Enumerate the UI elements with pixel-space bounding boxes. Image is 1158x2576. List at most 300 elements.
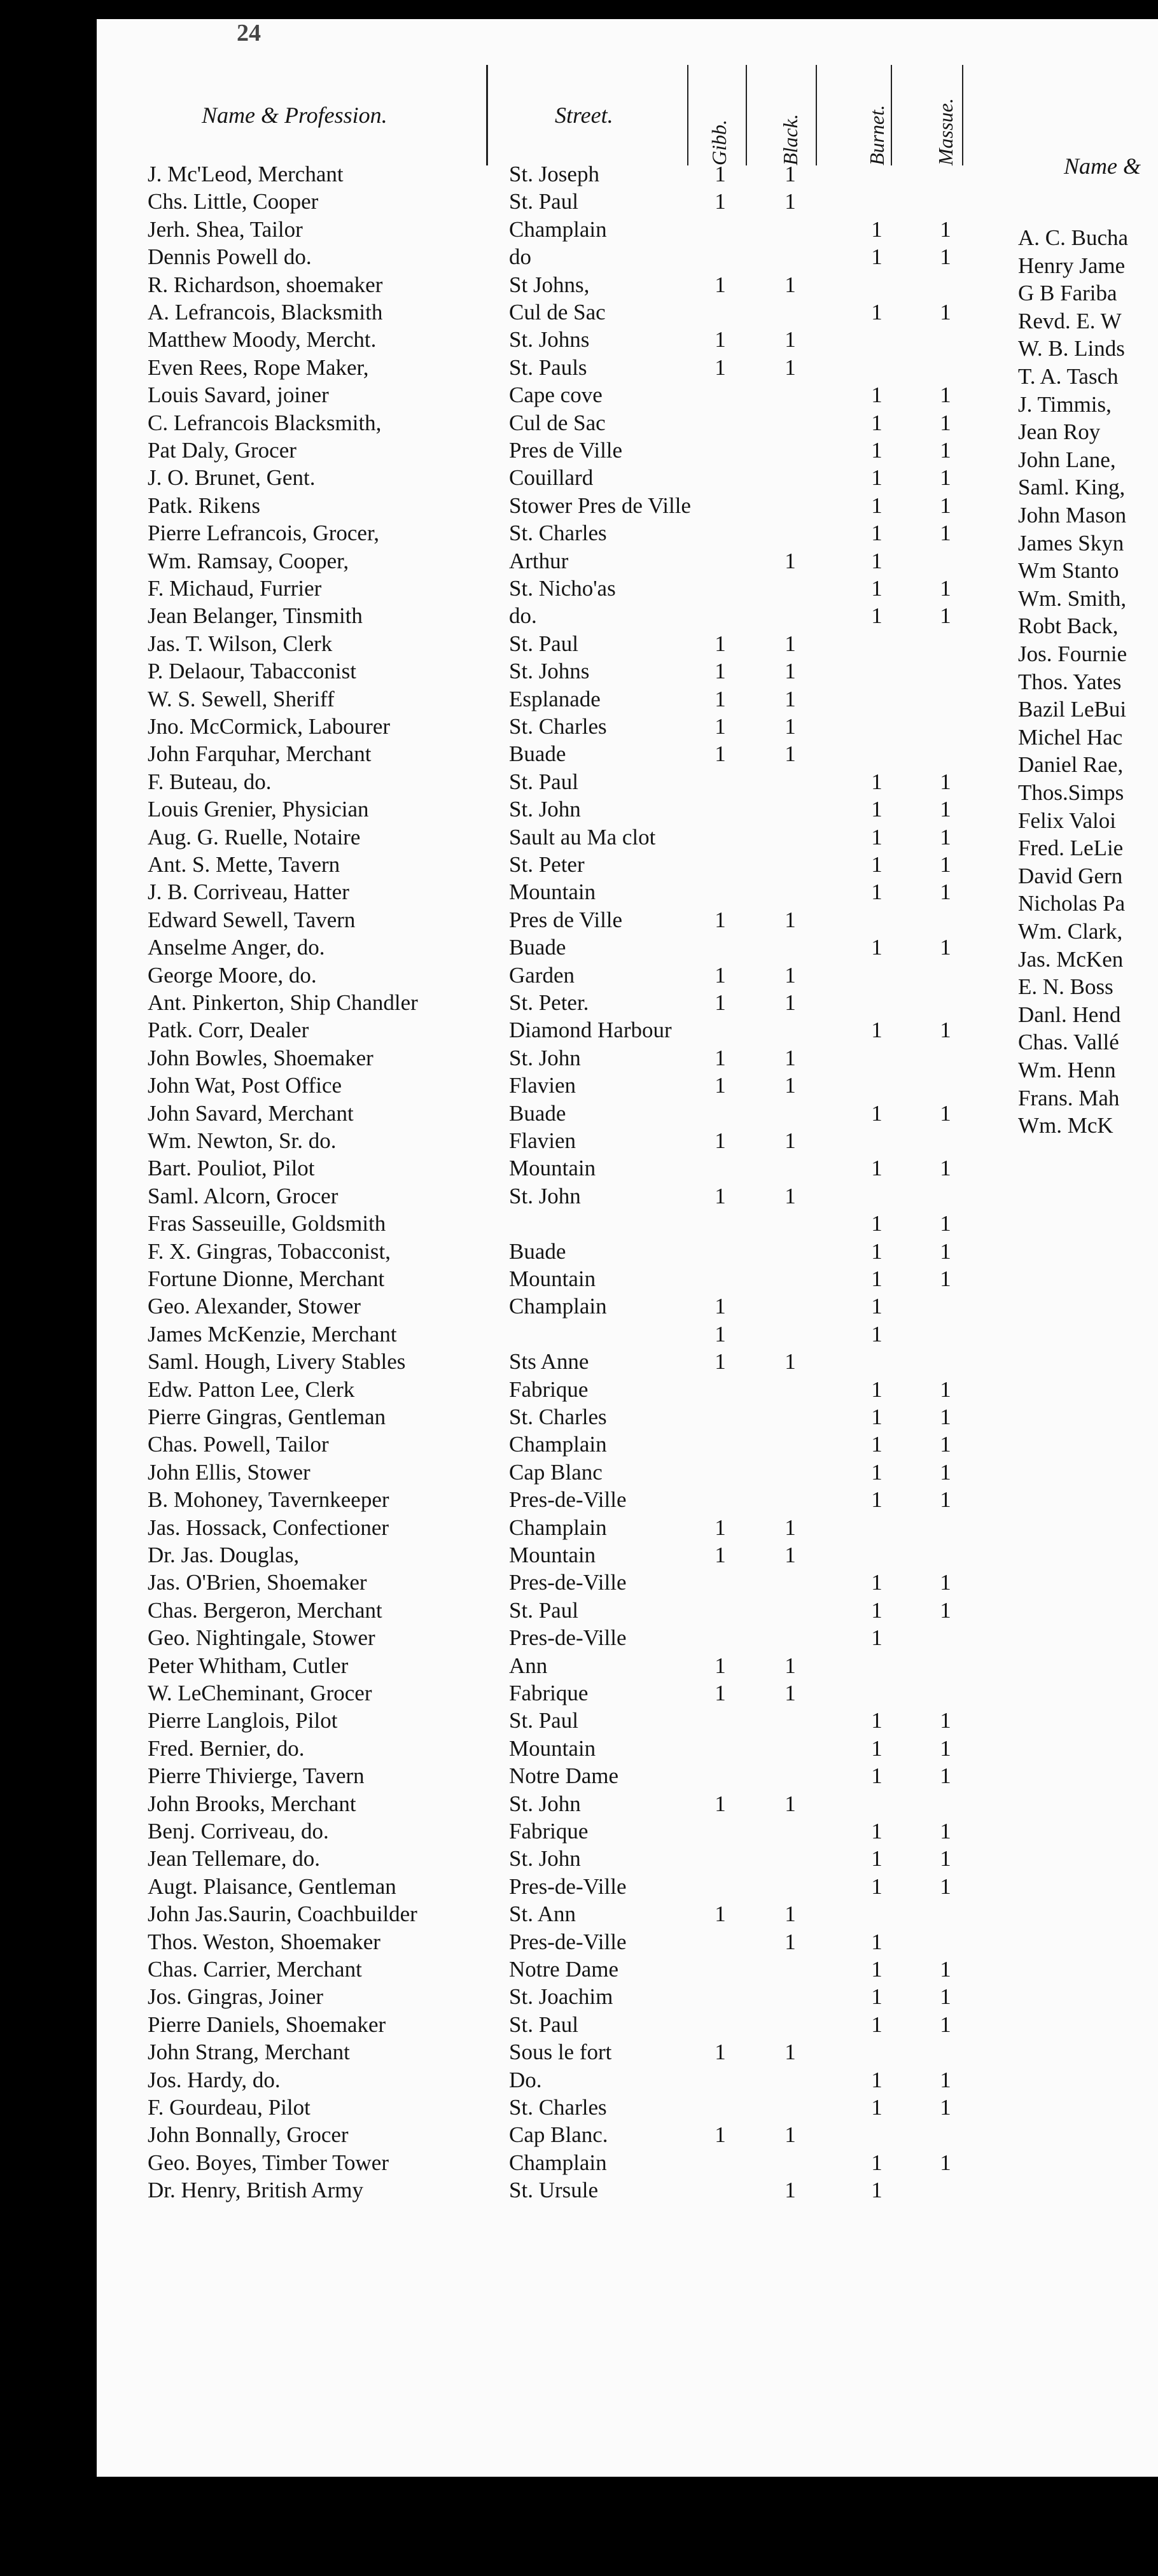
table-row [97,1044,1089,1072]
header-gibb: Gibb. [708,120,730,165]
masse-mark: 1 [940,1984,951,2010]
entry-name: Pierre Gingras, Gentleman [148,1404,386,1429]
entry-street: Cul de Sac [509,300,606,325]
gibb-mark: 1 [715,1791,726,1816]
table-row [97,1956,1089,1984]
black-mark: 1 [785,327,796,353]
entry-street: Pres de Ville [509,907,623,932]
black-mark: 1 [785,189,796,214]
right-column-entry: Thos.Simps [1018,780,1124,805]
column-divider [746,65,747,165]
entry-name: John Jas.Saurin, Coachbuilder [148,1901,417,1927]
burnet-mark: 1 [871,410,882,435]
gibb-mark: 1 [715,1543,726,1567]
entry-name: Anselme Anger, do. [148,935,325,960]
gibb-mark: 1 [715,907,726,932]
table-row [97,1127,1089,1155]
entry-name: Pierre Thivierge, Tavern [148,1763,365,1789]
right-column-entry: David Gern [1018,863,1123,888]
table-row [97,1265,1089,1293]
burnet-mark: 1 [871,1321,882,1347]
table-row [97,188,1089,216]
table-row [97,1873,1089,1901]
entry-name: Jean Tellemare, do. [148,1846,320,1872]
masse-mark: 1 [940,797,951,822]
entry-street: Sous le fort [509,2040,612,2065]
entry-name: F. Buteau, do. [148,769,272,794]
masse-mark: 1 [940,769,951,794]
table-row [97,1541,1089,1569]
right-column-entry: Felix Valoi [1018,808,1116,833]
entry-street: St. Pauls [509,354,587,380]
entry-name: Pat Daly, Grocer [148,438,296,463]
table-row [97,740,1089,768]
black-mark: 1 [785,2040,796,2065]
masse-mark: 1 [940,1819,951,1844]
entry-street: St. Joachim [509,1984,613,2010]
gibb-mark: 1 [715,1681,726,1705]
entry-name: F. Michaud, Furrier [148,576,322,601]
table-row [97,1845,1089,1873]
burnet-mark: 1 [871,244,882,270]
entry-name: Jos. Hardy, do. [148,2067,281,2092]
masse-mark: 1 [940,1266,951,1291]
black-mark: 1 [785,1653,796,1678]
burnet-mark: 1 [871,1929,882,1954]
table-row [97,1486,1089,1514]
entry-street: St Johns, [509,272,590,297]
table-row [97,519,1089,547]
masse-mark: 1 [940,465,951,491]
table-row [97,547,1089,575]
masse-mark: 1 [940,1459,951,1485]
entry-street: St. Johns [509,659,590,684]
masse-mark: 1 [940,493,951,518]
entry-street: Notre Dame [509,1957,619,1982]
table-row [97,492,1089,520]
table-row [97,2011,1089,2039]
entry-street: St. Ann [509,1901,576,1927]
table-row [97,298,1089,326]
black-mark: 1 [785,1073,796,1098]
masse-mark: 1 [940,852,951,877]
masse-mark: 1 [940,1487,951,1513]
entry-street: Diamond Harbour [509,1018,672,1043]
table-row [97,2121,1089,2149]
right-column-entry: Frans. Mah [1018,1085,1120,1110]
entry-street: do [509,244,531,270]
burnet-mark: 1 [871,1211,882,1236]
right-column-entry: A. C. Bucha [1018,225,1129,250]
right-column-entry: Saml. King, [1018,475,1126,500]
right-column-entry: Danl. Hend [1018,1002,1121,1027]
masse-mark: 1 [940,1211,951,1236]
table-row [97,271,1089,299]
entry-name: Dr. Henry, British Army [148,2178,363,2203]
masse-mark: 1 [940,300,951,325]
column-divider [687,65,688,165]
right-column-entry: Revd. E. W [1018,308,1122,333]
table-row [97,713,1089,741]
black-mark: 1 [785,1929,796,1954]
gibb-mark: 1 [715,990,726,1015]
header-street: Street. [555,102,613,128]
right-column-entry: T. A. Tasch [1018,364,1119,389]
black-mark: 1 [785,1543,796,1567]
right-column-entry: Nicholas Pa [1018,891,1126,916]
entry-street: Buade [509,1238,566,1264]
burnet-mark: 1 [871,493,882,518]
table-row [97,768,1089,796]
masse-mark: 1 [940,438,951,463]
table-row [97,1100,1089,1128]
entry-street: Mountain [509,1156,596,1181]
table-row [97,243,1089,271]
entry-street: Sts Anne [509,1349,589,1375]
entry-name: Chas. Carrier, Merchant [148,1957,362,1982]
table-row [97,878,1089,906]
burnet-mark: 1 [871,1238,882,1264]
table-row [97,354,1089,382]
burnet-mark: 1 [871,216,882,242]
entry-name: Chas. Bergeron, Merchant [148,1597,382,1623]
table-row [97,1597,1089,1625]
entry-name: W. S. Sewell, Sheriff [148,686,335,711]
entry-street: St. John [509,797,581,822]
header-masse: Massue. [934,98,957,165]
burnet-mark: 1 [871,438,882,463]
entry-street: St. Charles [509,521,607,546]
black-mark: 1 [785,907,796,932]
burnet-mark: 1 [871,824,882,850]
masse-mark: 1 [940,1432,951,1457]
entry-street: St. Peter. [509,990,589,1015]
entry-name: Thos. Weston, Shoemaker [148,1929,380,1954]
burnet-mark: 1 [871,1266,882,1291]
column-divider [816,65,817,165]
gibb-mark: 1 [715,1183,726,1208]
masse-mark: 1 [940,382,951,408]
black-mark: 1 [785,2122,796,2148]
right-column-entry: Jas. McKen [1018,946,1124,972]
table-row [97,216,1089,244]
masse-mark: 1 [940,1100,951,1126]
gibb-mark: 1 [715,2122,726,2148]
header-black: Black. [779,114,802,165]
directory-page [97,19,1158,2477]
entry-name: Chas. Powell, Tailor [148,1432,329,1457]
entry-name: F. X. Gingras, Tobacconist, [148,1238,391,1264]
black-mark: 1 [785,1183,796,1208]
entry-name: Jas. O'Brien, Shoemaker [148,1570,367,1595]
entry-street: St. Paul [509,1708,578,1733]
entry-name: J. O. Brunet, Gent. [148,465,316,491]
burnet-mark: 1 [871,2067,882,2092]
page-number: 24 [237,20,261,46]
masse-mark: 1 [940,1735,951,1761]
entry-name: Dennis Powell do. [148,244,312,270]
entry-name: Matthew Moody, Mercht. [148,327,377,353]
burnet-mark: 1 [871,1763,882,1789]
entry-name: Saml. Alcorn, Grocer [148,1183,338,1208]
gibb-mark: 1 [715,1294,726,1319]
table-row [97,851,1089,879]
burnet-mark: 1 [871,1735,882,1761]
right-column-entry: Wm. McK [1018,1113,1113,1138]
entry-name: Augt. Plaisance, Gentleman [148,1873,396,1899]
right-column-entry: Wm. Clark, [1018,919,1123,944]
entry-street: Pres-de-Ville [509,1487,627,1513]
entry-name: Louis Savard, joiner [148,382,329,408]
entry-street: Mountain [509,1543,596,1567]
burnet-mark: 1 [871,1404,882,1429]
entry-name: Fortune Dionne, Merchant [148,1266,385,1291]
right-column-entry: Thos. Yates [1018,669,1122,694]
entry-name: Jas. Hossack, Confectioner [148,1515,389,1540]
entry-street: St. Paul [509,189,578,214]
entry-street: St. Nicho'as [509,576,616,601]
entry-name: Geo. Boyes, Timber Tower [148,2150,389,2175]
masse-mark: 1 [940,1708,951,1733]
entry-street: Pres-de-Ville [509,1625,627,1651]
burnet-mark: 1 [871,576,882,601]
table-row [97,1624,1089,1652]
table-row [97,657,1089,685]
entry-street: St. Paul [509,1597,578,1623]
burnet-mark: 1 [871,1294,882,1319]
entry-name: Fras Sasseuille, Goldsmith [148,1211,386,1236]
entry-street: St. Charles [509,1404,607,1429]
right-column-entry: Chas. Vallé [1018,1030,1119,1055]
table-row [97,1928,1089,1956]
entry-name: R. Richardson, shoemaker [148,272,383,297]
entry-street: Sault au Ma clot [509,824,656,850]
gibb-mark: 1 [715,1653,726,1678]
entry-street: St. John [509,1791,581,1816]
black-mark: 1 [785,741,796,767]
masse-mark: 1 [940,935,951,960]
entry-name: Jean Belanger, Tinsmith [148,603,363,629]
table-row [97,934,1089,962]
right-column-entry: Wm. Smith, [1018,585,1127,611]
column-divider [962,65,963,165]
table-row [97,437,1089,465]
entry-street: Pres-de-Ville [509,1929,627,1954]
entry-name: Bart. Pouliot, Pilot [148,1156,315,1181]
right-column-entry: G B Fariba [1018,281,1117,306]
table-row [97,1348,1089,1376]
table-row [97,2176,1089,2204]
right-column-entry: James Skyn [1018,530,1124,556]
table-row [97,906,1089,934]
entry-name: John Wat, Post Office [148,1073,342,1098]
entry-name: Jos. Gingras, Joiner [148,1984,324,2010]
table-row [97,575,1089,603]
entry-name: Pierre Lefrancois, Grocer, [148,521,379,546]
right-column-entry: Daniel Rae, [1018,752,1124,778]
burnet-mark: 1 [871,1708,882,1733]
table-row [97,1735,1089,1763]
right-column-entry: Jos. Fournie [1018,641,1127,666]
table-row [97,962,1089,990]
gibb-mark: 1 [715,1073,726,1098]
entry-name: George Moore, do. [148,962,317,988]
entry-street: Cape cove [509,382,603,408]
burnet-mark: 1 [871,1100,882,1126]
entry-name: C. Lefrancois Blacksmith, [148,410,382,435]
masse-mark: 1 [940,2067,951,2092]
entry-street: Cap Blanc. [509,2122,608,2148]
entry-name: Jas. T. Wilson, Clerk [148,631,333,656]
burnet-mark: 1 [871,1487,882,1513]
table-row [97,326,1089,354]
table-row [97,685,1089,713]
entry-street: Pres-de-Ville [509,1570,627,1595]
table-row [97,630,1089,658]
burnet-mark: 1 [871,1625,882,1651]
black-mark: 1 [785,990,796,1015]
burnet-mark: 1 [871,1846,882,1872]
entry-name: John Ellis, Stower [148,1459,310,1485]
entry-street: St. Paul [509,769,578,794]
masse-mark: 1 [940,216,951,242]
table-row [97,1817,1089,1845]
entry-name: Geo. Nightingale, Stower [148,1625,375,1651]
entry-street: St. John [509,1045,581,1070]
masse-mark: 1 [940,824,951,850]
entry-name: John Strang, Merchant [148,2040,350,2065]
masse-mark: 1 [940,1018,951,1043]
entry-street: Cap Blanc [509,1459,603,1485]
entry-name: B. Mohoney, Tavernkeeper [148,1487,389,1513]
gibb-mark: 1 [715,1128,726,1153]
black-mark: 1 [785,659,796,684]
entry-name: Aug. G. Ruelle, Notaire [148,824,361,850]
gibb-mark: 1 [715,659,726,684]
burnet-mark: 1 [871,1873,882,1899]
burnet-mark: 1 [871,300,882,325]
black-mark: 1 [785,1515,796,1540]
right-column-entry: Robt Back, [1018,613,1119,639]
gibb-mark: 1 [715,2040,726,2065]
table-row [97,1072,1089,1100]
right-column-entry: J. Timmis, [1018,391,1112,417]
entry-street: Champlain [509,1432,607,1457]
entry-street: St. Joseph [509,162,599,186]
burnet-mark: 1 [871,2012,882,2037]
table-row [97,1320,1089,1348]
burnet-mark: 1 [871,382,882,408]
burnet-mark: 1 [871,852,882,877]
table-row [97,464,1089,492]
burnet-mark: 1 [871,879,882,905]
entry-name: J. B. Corriveau, Hatter [148,879,349,905]
column-divider [891,65,892,165]
black-mark: 1 [785,162,796,186]
entry-street: Buade [509,1100,566,1126]
right-column-entry: John Lane, [1018,447,1116,472]
entry-street: Flavien [509,1073,576,1098]
burnet-mark: 1 [871,1459,882,1485]
gibb-mark: 1 [715,354,726,380]
entry-street: Buade [509,741,566,767]
burnet-mark: 1 [871,935,882,960]
entry-street: Ann [509,1653,548,1678]
entry-name: Chs. Little, Cooper [148,189,319,214]
black-mark: 1 [785,1045,796,1070]
entry-street: Notre Dame [509,1763,619,1789]
entry-street: St. Johns [509,327,590,353]
masse-mark: 1 [940,1376,951,1402]
entry-street: St. Peter [509,852,585,877]
burnet-mark: 1 [871,797,882,822]
masse-mark: 1 [940,244,951,270]
table-row [97,1376,1089,1404]
right-column-entry: Wm. Henn [1018,1058,1116,1082]
gibb-mark: 1 [715,631,726,656]
entry-name: Dr. Jas. Douglas, [148,1543,300,1567]
masse-mark: 1 [940,1873,951,1899]
entry-name: Pierre Daniels, Shoemaker [148,2012,386,2037]
entry-name: Jno. McCormick, Labourer [148,714,391,739]
entry-street: Champlain [509,2150,607,2175]
entry-street: St. John [509,1846,581,1872]
entry-street: Champlain [509,216,607,242]
entry-name: J. Mc'Leod, Merchant [148,162,344,186]
entry-name: Ant. S. Mette, Tavern [148,852,340,877]
header-name-profession: Name & Profession. [202,102,387,128]
entry-name: John Bowles, Shoemaker [148,1045,373,1070]
entry-name: Wm. Ramsay, Cooper, [148,548,349,573]
burnet-mark: 1 [871,548,882,573]
right-column-entry: Bazil LeBui [1018,697,1127,722]
entry-name: Geo. Alexander, Stower [148,1294,361,1319]
entry-name: Louis Grenier, Physician [148,797,369,822]
masse-mark: 1 [940,2012,951,2037]
gibb-mark: 1 [715,962,726,988]
entry-street: Flavien [509,1128,576,1153]
entry-street: Cul de Sac [509,410,606,435]
black-mark: 1 [785,686,796,711]
masse-mark: 1 [940,1570,951,1595]
entry-name: W. LeCheminant, Grocer [148,1681,372,1705]
burnet-mark: 1 [871,1819,882,1844]
masse-mark: 1 [940,2150,951,2175]
table-row [97,2149,1089,2177]
table-row [97,1431,1089,1459]
table-row [97,1983,1089,2011]
table-row [97,989,1089,1017]
entry-street: St. Ursule [509,2178,598,2203]
masse-mark: 1 [940,521,951,546]
entry-name: Saml. Hough, Livery Stables [148,1349,406,1375]
entry-name: John Brooks, Merchant [148,1791,356,1816]
gibb-mark: 1 [715,714,726,739]
entry-name: Patk. Corr, Dealer [148,1018,309,1043]
entry-name: A. Lefrancois, Blacksmith [148,300,383,325]
gibb-mark: 1 [715,1901,726,1927]
table-row [97,1762,1089,1790]
table-row [97,795,1089,823]
masse-mark: 1 [940,1957,951,1982]
entry-street: Fabrique [509,1681,589,1705]
entry-street: Pres de Ville [509,438,623,463]
masse-mark: 1 [940,603,951,629]
burnet-mark: 1 [871,2178,882,2203]
burnet-mark: 1 [871,769,882,794]
masse-mark: 1 [940,1238,951,1264]
right-column-entry: Fred. LeLie [1018,836,1124,861]
